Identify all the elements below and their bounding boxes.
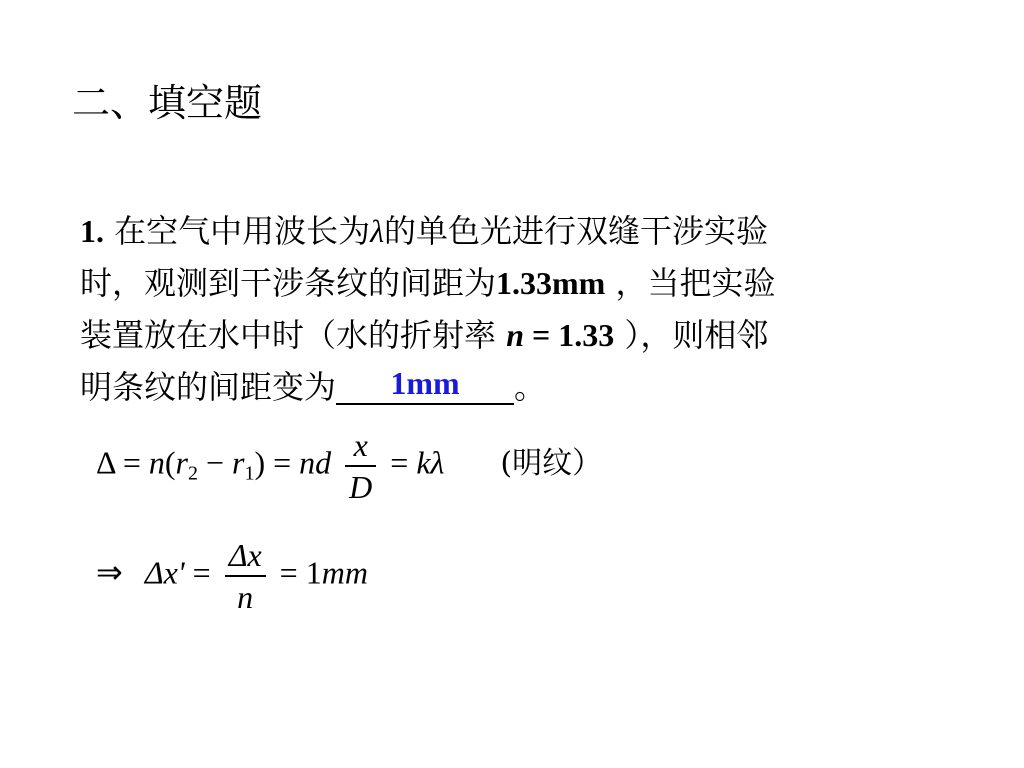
problem-line-2 — [80, 257, 960, 309]
implies-arrow-icon: ⇒ — [96, 554, 123, 591]
fraction-x-over-d — [345, 425, 376, 507]
bright-fringe-note: (明纹） — [500, 446, 603, 482]
problem-text-1: 在空气中用波长为 — [114, 212, 371, 250]
result-unit: mm — [321, 554, 368, 591]
problem-number: 1. — [80, 213, 104, 249]
var-nd: nd — [299, 444, 332, 481]
problem-text-3b: ），则相邻 — [614, 316, 769, 354]
problem-text-2: 时，观测到干涉条纹的间距为 — [80, 264, 497, 302]
problem-line-1 — [80, 205, 960, 257]
equals-sign-2: = — [265, 444, 300, 481]
equals-sign: = — [114, 444, 149, 481]
equals-sign-5: = — [271, 554, 306, 591]
fringe-spacing-value: 1.33mm — [496, 265, 606, 301]
refractive-index-var: n — [506, 317, 524, 353]
delta-symbol: Δ — [96, 444, 115, 481]
fraction-numerator: x — [353, 427, 368, 463]
answer-value: 1mm — [390, 365, 460, 401]
var-r1: r — [232, 444, 245, 481]
problem-text-3: 装置放在水中时（水的折射率 — [80, 316, 507, 354]
equals-sign-4: = — [184, 554, 219, 591]
var-r2: r — [175, 444, 188, 481]
lambda-symbol: λ — [370, 213, 385, 249]
fraction-denominator: D — [349, 469, 373, 505]
close-paren: ) — [254, 444, 266, 481]
problem-text-4: 明条纹的间距变为 — [80, 368, 337, 406]
problem-text-1b: 的单色光进行双缝干涉实验 — [384, 212, 769, 250]
fraction-denominator-2: n — [237, 579, 254, 615]
problem-text-4b: 。 — [514, 368, 547, 406]
problem-text — [80, 205, 960, 413]
answer-blank — [336, 363, 514, 405]
equals-sign-3: = — [382, 444, 417, 481]
fraction-numerator-2: Δx — [228, 537, 262, 573]
result-number: 1 — [305, 554, 322, 591]
minus-sign: − — [197, 444, 233, 481]
section-title: 二、填空题 — [72, 81, 263, 125]
equation-path-difference — [96, 425, 602, 507]
var-k-lambda: kλ — [416, 444, 445, 481]
equation-result — [96, 535, 368, 617]
subscript-1: 1 — [244, 462, 255, 485]
subscript-2: 2 — [187, 462, 198, 485]
problem-line-3 — [80, 309, 960, 361]
problem-text-2b: ，当把实验 — [605, 264, 776, 302]
var-delta-x-prime: Δx' — [144, 554, 185, 591]
fraction-dx-over-n — [225, 535, 266, 617]
refractive-index-value: = 1.33 — [523, 317, 615, 353]
open-paren: ( — [164, 444, 176, 481]
problem-line-4 — [80, 361, 960, 413]
var-n: n — [148, 444, 165, 481]
